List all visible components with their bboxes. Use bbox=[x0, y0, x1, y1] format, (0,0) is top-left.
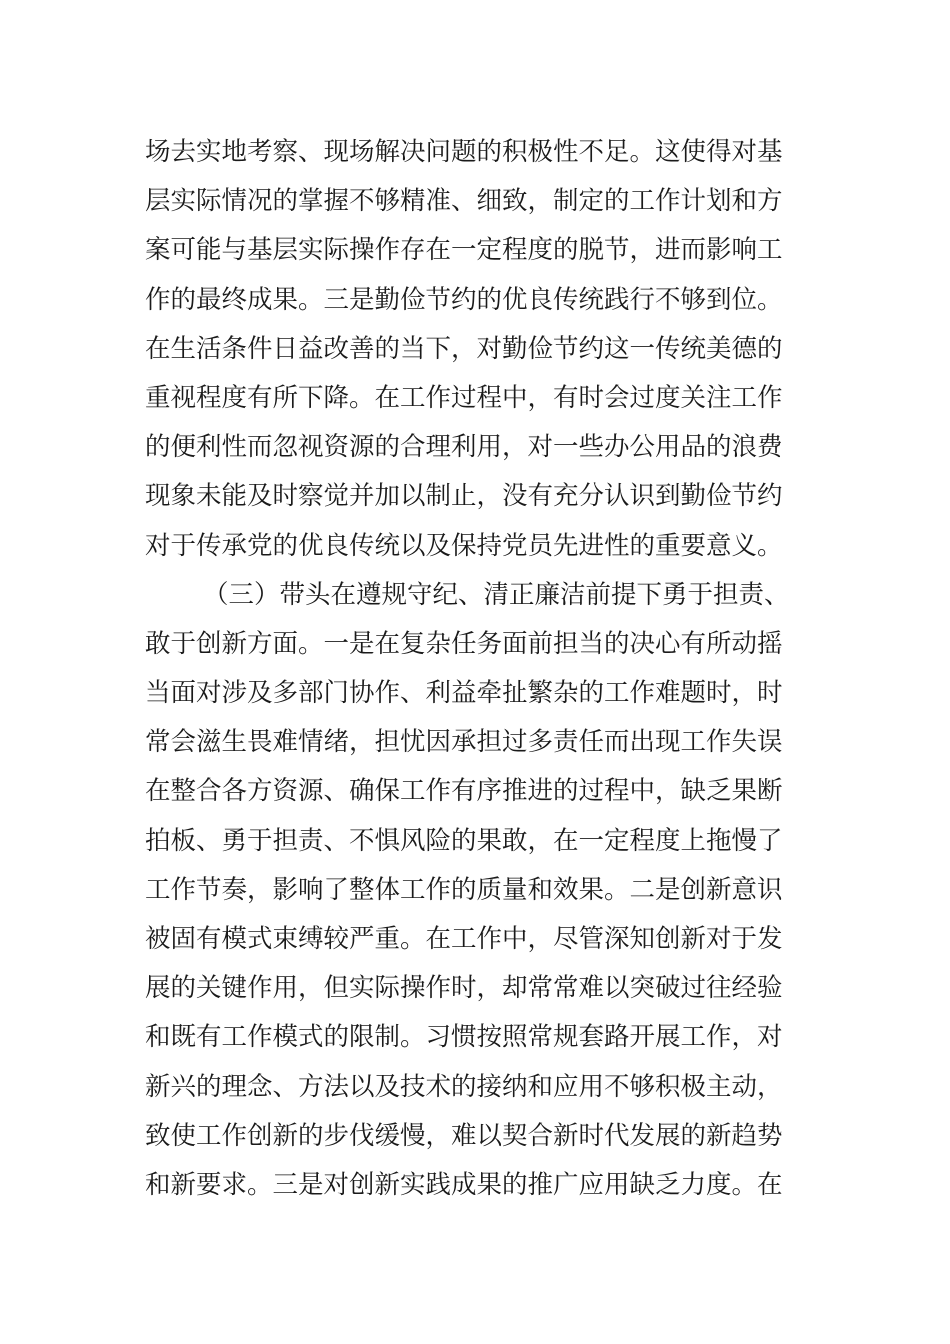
text-line: 致使工作创新的步伐缓慢，难以契合新时代发展的新趋势 bbox=[145, 1120, 783, 1151]
text-line: 新兴的理念、方法以及技术的接纳和应用不够积极主动， bbox=[145, 1071, 783, 1102]
section-heading-line: （三）带头在遵规守纪、清正廉洁前提下勇于担责、 bbox=[203, 579, 790, 610]
text-line: 作的最终成果。三是勤俭节约的优良传统践行不够到位。 bbox=[145, 284, 783, 315]
text-line: 敢于创新方面。一是在复杂任务面前担当的决心有所动摇 bbox=[145, 628, 783, 659]
text-line: 现象未能及时察觉并加以制止，没有充分认识到勤俭节约 bbox=[145, 481, 783, 512]
text-line: 层实际情况的掌握不够精准、细致，制定的工作计划和方 bbox=[145, 186, 783, 217]
text-line: 场去实地考察、现场解决问题的积极性不足。这使得对基 bbox=[145, 137, 783, 167]
text-line: 在整合各方资源、确保工作有序推进的过程中，缺乏果断 bbox=[145, 776, 783, 807]
text-line: 和新要求。三是对创新实践成果的推广应用缺乏力度。在 bbox=[145, 1169, 783, 1200]
text-line: 工作节奏，影响了整体工作的质量和效果。二是创新意识 bbox=[145, 874, 783, 905]
text-line: 当面对涉及多部门协作、利益牵扯繁杂的工作难题时，时 bbox=[145, 678, 783, 709]
text-line: 展的关键作用，但实际操作时，却常常难以突破过往经验 bbox=[145, 973, 783, 1004]
text-line: 常会滋生畏难情绪，担忧因承担过多责任而出现工作失误 bbox=[145, 727, 783, 758]
text-line: 被固有模式束缚较严重。在工作中，尽管深知创新对于发 bbox=[145, 924, 783, 954]
text-line: 的便利性而忽视资源的合理利用，对一些办公用品的浪费 bbox=[145, 432, 783, 463]
body-text bbox=[145, 128, 815, 1210]
text-line: 在生活条件日益改善的当下，对勤俭节约这一传统美德的 bbox=[145, 333, 783, 364]
text-line: 重视程度有所下降。在工作过程中，有时会过度关注工作 bbox=[145, 382, 783, 413]
text-line: 案可能与基层实际操作存在一定程度的脱节，进而影响工 bbox=[145, 235, 783, 266]
text-line: 和既有工作模式的限制。习惯按照常规套路开展工作，对 bbox=[145, 1022, 783, 1053]
text-line: 对于传承党的优良传统以及保持党员先进性的重要意义。 bbox=[145, 530, 783, 561]
text-line: 拍板、勇于担责、不惧风险的果敢，在一定程度上拖慢了 bbox=[145, 825, 783, 856]
